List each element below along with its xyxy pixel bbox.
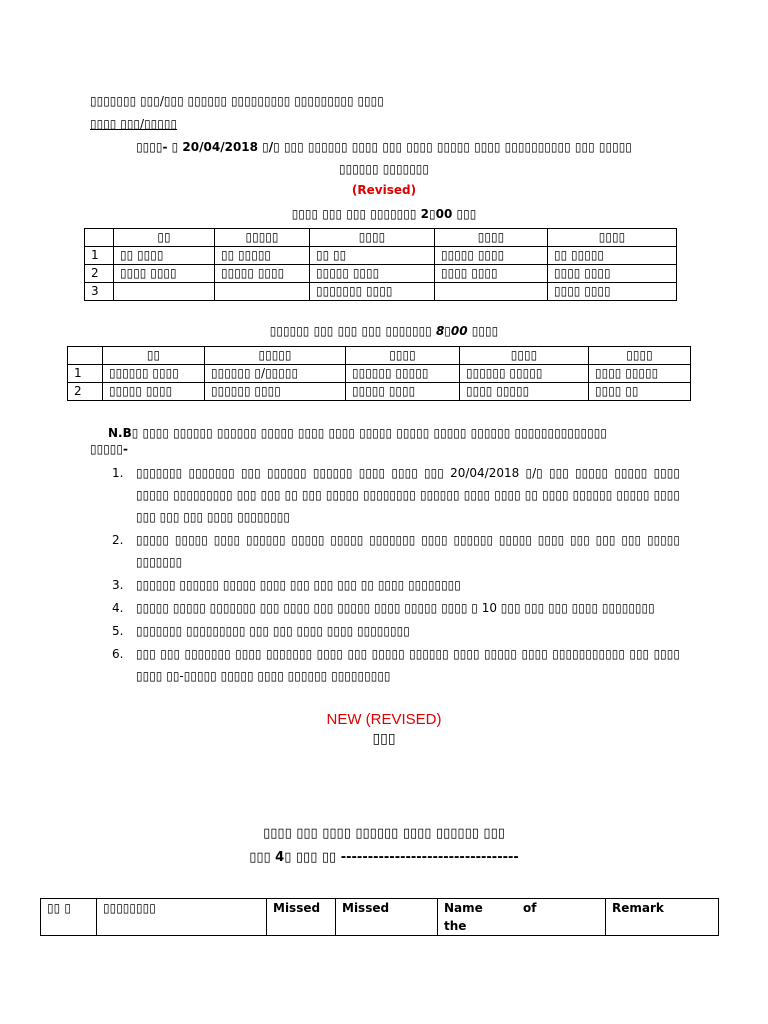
schedule-table-2 xyxy=(67,346,691,401)
section-heading: ▯▯▯ xyxy=(372,731,396,747)
table-header-cell: ▯▯ xyxy=(103,347,205,365)
table-cell: ▯▯ ▯▯▯▯▯ xyxy=(215,247,310,265)
list-item xyxy=(112,597,680,619)
list-item xyxy=(112,462,680,528)
section2-title: ▯▯▯▯ ▯▯▯ ▯▯▯▯ ▯▯▯▯▯▯ ▯▯▯▯ ▯▯▯▯▯▯ ▯▯▯ xyxy=(263,826,505,841)
list-item-text: ▯▯▯▯▯ ▯▯▯▯▯ ▯▯▯▯ ▯▯▯▯▯▯ ▯▯▯▯▯ ▯▯▯▯▯ ▯▯▯▯▯▯▯ ▯▯▯▯ ▯▯▯▯▯▯ ▯▯▯▯▯ ▯▯▯▯ ▯▯▯ ▯▯▯ ▯▯▯ ▯▯▯▯▯ ▯▯▯▯▯▯▯ xyxy=(136,533,680,569)
table-row xyxy=(85,247,677,265)
list-item-text: ▯▯▯ ▯▯▯ ▯▯▯▯▯▯▯ ▯▯▯▯ ▯▯▯▯▯▯▯ ▯▯▯▯ ▯▯▯ ▯▯▯▯▯ ▯▯▯▯▯▯ ▯▯▯▯ ▯▯▯▯▯ ▯▯▯▯ ▯▯▯▯▯▯▯▯▯▯▯ ▯▯▯ ▯▯▯▯ ▯▯▯▯ ▯▯-▯▯▯▯▯ ▯▯▯▯▯ ▯▯▯▯ ▯▯▯▯▯▯ ▯▯▯▯▯▯▯▯▯ xyxy=(136,647,680,683)
table-row xyxy=(85,283,677,301)
schedule-table-1 xyxy=(84,228,677,301)
list-item-text: ▯▯▯▯▯▯ ▯▯▯▯▯▯ ▯▯▯▯▯ ▯▯▯▯ ▯▯▯ ▯▯▯ ▯▯▯ ▯▯ ▯▯▯▯ ▯▯▯▯▯▯▯▯ xyxy=(136,578,461,592)
table-header-cell: ▯▯▯▯ xyxy=(435,229,548,247)
table-header-cell: Missed xyxy=(336,899,438,936)
table-header-cell: ▯▯▯▯▯ xyxy=(215,229,310,247)
table-cell: ▯▯▯▯▯▯ ▯▯▯▯▯ xyxy=(346,365,460,383)
table-header-row xyxy=(41,899,719,936)
list-item xyxy=(112,643,680,687)
notice-line-2: ▯▯▯▯▯▯ ▯▯▯▯▯▯▯ xyxy=(338,162,430,176)
table-header-cell: ▯▯▯▯ xyxy=(346,347,460,365)
table-header-cell: ▯▯▯▯ xyxy=(310,229,435,247)
table-cell: ▯▯▯▯▯▯ ▯▯▯▯▯ xyxy=(460,365,589,383)
list-item-text: ▯▯▯▯▯▯▯ ▯▯▯▯▯▯▯▯▯ ▯▯▯ ▯▯▯ ▯▯▯▯ ▯▯▯▯ ▯▯▯▯▯▯▯▯ xyxy=(136,624,410,638)
table2-caption-time: 8▯00 xyxy=(435,324,468,338)
table-cell xyxy=(435,283,548,301)
table-row xyxy=(68,365,691,383)
list-item-number: 5. xyxy=(112,624,124,638)
table-cell: 2 xyxy=(68,383,103,401)
table-header-cell: ▯▯▯▯ xyxy=(460,347,589,365)
table-cell: 3 xyxy=(85,283,114,301)
notice-line-1: ▯▯▯▯- ▯ 20/04/2018 ▯/▯ ▯▯▯ ▯▯▯▯▯▯ ▯▯▯▯ ▯▯▯ ▯▯▯▯ ▯▯▯▯▯ ▯▯▯▯ ▯▯▯▯▯▯▯▯▯▯ ▯▯▯ ▯▯▯▯▯ xyxy=(136,140,632,154)
section2-subtitle xyxy=(0,850,768,866)
table-cell: ▯▯▯▯ ▯▯▯▯ xyxy=(114,265,215,283)
table-header-cell: Remark xyxy=(606,899,719,936)
missed-report-table xyxy=(40,898,719,936)
table-header-cell: ▯▯ ▯ xyxy=(41,899,97,936)
table-cell: ▯▯▯▯ ▯▯▯▯▯ xyxy=(460,383,589,401)
list-item xyxy=(112,620,680,642)
table-cell: ▯▯▯▯▯▯ ▯▯▯▯ xyxy=(205,383,346,401)
table-header-cell: ▯▯▯▯▯ xyxy=(205,347,346,365)
revised-label: (Revised) xyxy=(351,183,417,197)
nb-line-1: N.B▯ ▯▯▯▯ ▯▯▯▯▯▯ ▯▯▯▯▯▯ ▯▯▯▯▯ ▯▯▯▯ ▯▯▯▯ ▯▯▯▯▯ ▯▯▯▯▯ ▯▯▯▯▯ ▯▯▯▯▯▯ ▯▯▯▯▯▯▯▯▯▯▯▯▯▯ xyxy=(108,426,607,440)
list-item-text: ▯▯▯▯▯ ▯▯▯▯▯ ▯▯▯▯▯▯▯ ▯▯▯ ▯▯▯▯ ▯▯▯ ▯▯▯▯▯ ▯▯▯▯ ▯▯▯▯▯ ▯▯▯▯ ▯ 10 ▯▯▯ ▯▯▯ ▯▯▯ ▯▯▯▯ ▯▯▯▯▯▯▯▯ xyxy=(136,601,655,615)
table-header-cell: ▯▯▯▯▯▯▯▯ xyxy=(97,899,267,936)
table-header-cell: ▯▯▯▯ xyxy=(589,347,691,365)
nb-line-2: ▯▯▯▯▯- xyxy=(90,442,128,456)
table-cell: ▯▯▯▯ ▯▯▯▯ xyxy=(548,283,677,301)
table-cell: ▯▯▯▯ ▯▯▯▯ xyxy=(435,265,548,283)
table-cell: ▯▯▯▯▯▯ ▯▯▯▯ xyxy=(103,365,205,383)
table-cell: ▯▯▯▯ ▯▯▯▯▯ xyxy=(589,365,691,383)
table2-caption-text: ▯▯▯▯▯▯ ▯▯▯ ▯▯▯ ▯▯▯ ▯▯▯▯▯▯▯ xyxy=(269,324,436,338)
table-cell: 1 xyxy=(85,247,114,265)
table-row xyxy=(85,265,677,283)
instruction-list xyxy=(112,462,680,688)
table-cell: ▯▯▯▯▯▯▯ ▯▯▯▯ xyxy=(310,283,435,301)
table-cell: ▯▯ ▯▯▯▯ xyxy=(114,247,215,265)
table-cell xyxy=(114,283,215,301)
table-header-cell: Missed xyxy=(267,899,336,936)
list-item xyxy=(112,574,680,596)
table2-caption xyxy=(0,323,768,339)
table-cell: ▯▯▯▯▯ ▯▯▯▯ xyxy=(435,247,548,265)
table1-caption: ▯▯▯▯ ▯▯▯ ▯▯▯ ▯▯▯▯▯▯▯ 2▯00 ▯▯▯ xyxy=(291,207,477,221)
table-cell: ▯▯▯▯ ▯▯ xyxy=(589,383,691,401)
table-header-cell xyxy=(85,229,114,247)
table-cell: ▯▯▯▯▯▯ ▯/▯▯▯▯▯ xyxy=(205,365,346,383)
office-subheader-line: ▯▯▯▯ ▯▯▯/▯▯▯▯▯ xyxy=(90,117,178,131)
list-item-number: 2. xyxy=(112,533,124,547)
table-cell: ▯▯▯▯▯ ▯▯▯▯ xyxy=(310,265,435,283)
table-cell: ▯▯ ▯▯▯▯▯ xyxy=(548,247,677,265)
table-cell: ▯▯▯▯ ▯▯▯▯ xyxy=(548,265,677,283)
table-cell: 2 xyxy=(85,265,114,283)
table-cell: ▯▯▯▯▯ ▯▯▯▯ xyxy=(103,383,205,401)
table-cell xyxy=(215,283,310,301)
table-row xyxy=(68,383,691,401)
table-cell: 1 xyxy=(68,365,103,383)
office-header-line: ▯▯▯▯▯▯▯ ▯▯▯/▯▯▯ ▯▯▯▯▯▯ ▯▯▯▯▯▯▯▯▯ ▯▯▯▯▯▯▯▯▯ ▯▯▯▯ xyxy=(90,94,384,108)
list-item-text: ▯▯▯▯▯▯▯ ▯▯▯▯▯▯▯ ▯▯▯ ▯▯▯▯▯▯ ▯▯▯▯▯▯ ▯▯▯▯ ▯▯▯▯ ▯▯▯ 20/04/2018 ▯/▯ ▯▯▯ ▯▯▯▯▯ ▯▯▯▯▯ ▯▯▯▯ ▯▯▯▯▯ ▯▯▯▯▯▯▯▯▯ ▯▯▯ ▯▯▯ ▯▯ ▯▯▯ ▯▯▯▯▯ ▯▯▯▯▯▯▯▯ ▯▯▯▯▯▯ ▯▯▯▯ ▯▯▯▯ ▯▯ ▯▯▯▯ ▯▯▯▯▯▯ ▯▯▯▯▯ ▯▯▯▯ ▯▯▯ ▯▯▯ ▯▯▯ ▯▯▯▯ ▯▯▯▯▯▯▯▯ xyxy=(136,466,680,524)
table-cell: ▯▯▯▯▯ ▯▯▯▯ xyxy=(215,265,310,283)
new-revised-label: NEW (REVISED) xyxy=(326,711,442,728)
list-item-number: 6. xyxy=(112,647,124,661)
list-item xyxy=(112,529,680,573)
table-header-cell: ▯▯ xyxy=(114,229,215,247)
table-header-cell xyxy=(68,347,103,365)
list-item-number: 4. xyxy=(112,601,124,615)
section2-subtitle-dashes: --------------------------------- xyxy=(340,850,519,865)
table2-caption-suffix: ▯▯▯▯ xyxy=(467,324,499,338)
table-cell: ▯▯▯▯▯ ▯▯▯▯ xyxy=(346,383,460,401)
list-item-number: 3. xyxy=(112,578,124,592)
table-header-row xyxy=(85,229,677,247)
list-item-number: 1. xyxy=(112,466,124,480)
table-header-cell: Name of the xyxy=(438,899,606,936)
table-header-cell: ▯▯▯▯ xyxy=(548,229,677,247)
table-header-row xyxy=(68,347,691,365)
table-cell: ▯▯ ▯▯ xyxy=(310,247,435,265)
section2-subtitle-text: ▯▯▯ 4▯ ▯▯▯ ▯▯ xyxy=(249,850,341,865)
